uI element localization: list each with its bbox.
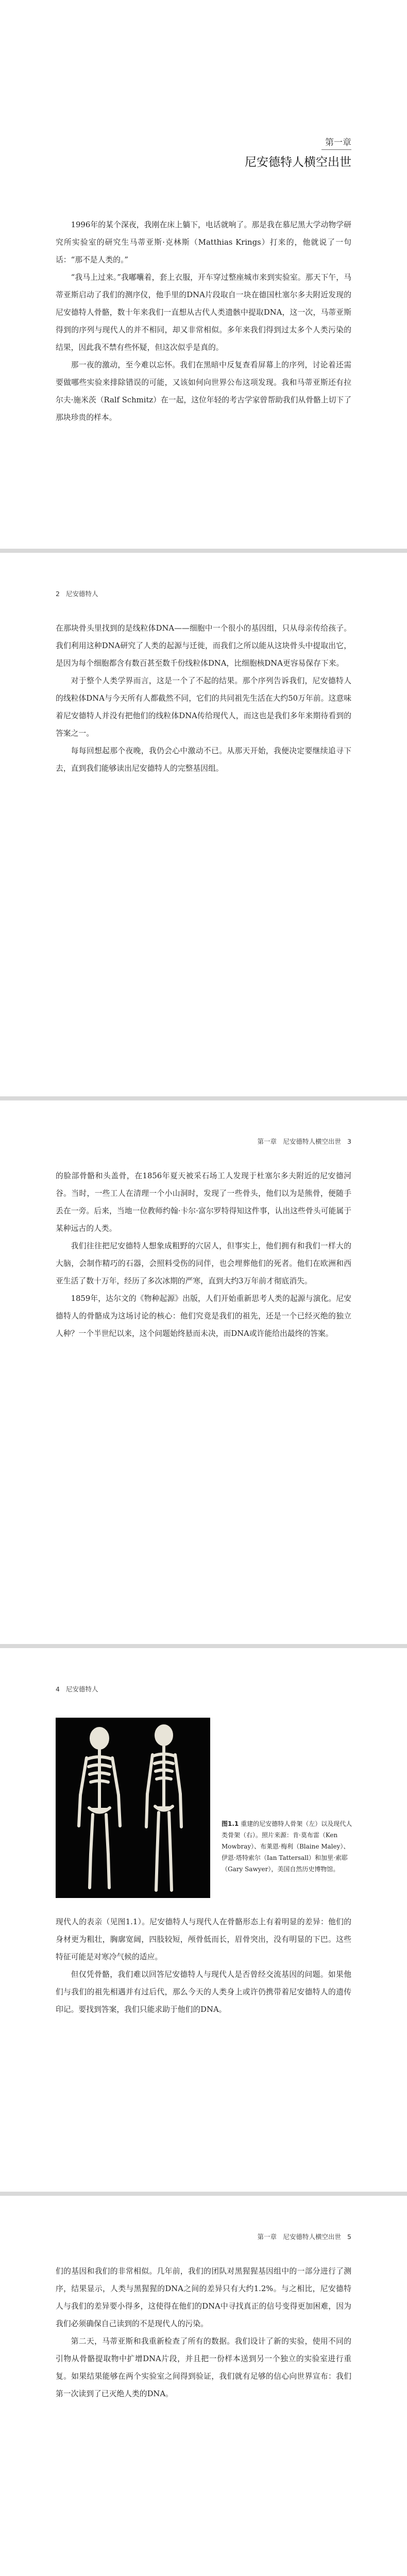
figure-number: 图1.1 <box>222 1820 239 1827</box>
page-number: 3 <box>347 1138 351 1145</box>
page-number: 2 <box>56 590 60 598</box>
skeleton-figure <box>56 1718 210 1898</box>
page-number: 5 <box>347 2233 351 2241</box>
paragraph: 那一夜的激动，至今难以忘怀。我们在黑暗中反复查看屏幕上的序列，讨论着还需要做哪些实验来排除错误的可能，又该如何向世界公布这项发现。我和马蒂亚斯还有拉尔夫·施米茨（Ralf Schmitz）在一起，这位年轻的考古学家曾帮助我们从骨骼上切下了那块珍贵的样本。 <box>56 361 351 422</box>
running-title: 尼安德特人 <box>65 1685 98 1693</box>
running-header <box>56 1137 351 1146</box>
running-header <box>56 589 351 598</box>
page-4-body <box>56 1913 351 2019</box>
running-title: 第一章 尼安德特人横空出世 <box>257 2233 342 2241</box>
page-3 <box>0 1100 407 1644</box>
page-5 <box>0 2196 407 2576</box>
chapter-label: 第一章 <box>325 138 351 148</box>
paragraph: 每每回想起那个夜晚，我仍会心中激动不已。从那天开始，我便决定要继续追寻下去，直到我们能够读出尼安德特人的完整基因组。 <box>56 747 351 773</box>
paragraph: 第二天，马蒂亚斯和我重新检查了所有的数据。我们设计了新的实验，使用不同的引物从骨骼提取物中扩增DNA片段，并且把一份样本送到另一个独立的实验室进行重复。如果结果能够在两个实验室之间得到验证，我们就有足够的信心向世界宣布：我们第一次读到了已灭绝人类的DNA。 <box>56 2337 351 2398</box>
page-2 <box>0 553 407 1096</box>
running-title: 第一章 尼安德特人横空出世 <box>257 1138 342 1145</box>
paragraph: 但仅凭骨骼，我们难以回答尼安德特人与现代人是否曾经交流基因的问题。如果他们与我们的祖先相遇并有过后代，那么今天的人类身上或许仍携带着尼安德特人的遗传印记。要找到答案，我们只能求助于他们的DNA。 <box>56 1970 351 2014</box>
paragraph: 现代人的表亲（见图1.1）。尼安德特人与现代人在骨骼形态上有着明显的差异：他们的身材更为粗壮，胸廓宽阔，四肢较短，颅骨低而长，眉骨突出，没有明显的下巴。这些特征可能是对寒冷气候的适应。 <box>56 1918 351 1961</box>
page-2-body <box>56 620 351 777</box>
page-1-body <box>56 216 351 427</box>
page-4 <box>0 1648 407 2192</box>
running-header <box>56 1684 351 1693</box>
chapter-rule <box>321 149 351 150</box>
running-header <box>56 2232 351 2241</box>
skeletons-image <box>56 1718 210 1898</box>
page-1 <box>0 0 407 549</box>
caption-text: 重建的尼安德特人骨架（左）以及现代人类骨架（右）。照片来源：肯·莫布雷（Ken Mowbray）、布莱恩·梅利（Blaine Maley）、伊恩·塔特索尔（Ian Tattersall）和加里·索耶（Gary Sawyer），美国自然历史博物馆。 <box>222 1820 352 1873</box>
paragraph: 1996年的某个深夜，我刚在床上躺下，电话就响了。那是我在慕尼黑大学动物学研究所实验室的研究生马蒂亚斯·克林斯（Matthias Krings）打来的，他就说了一句话：“那不是人类的。” <box>56 221 351 264</box>
paragraph: “我马上过来。”我嘟囔着，套上衣服，开车穿过整座城市来到实验室。那天下午，马蒂亚斯启动了我们的测序仪，他手里的DNA片段取自一块在德国杜塞尔多夫附近发现的尼安德特人骨骼，数十年来我们一直想从古代人类遗骸中提取DNA，这一次，马蒂亚斯得到的序列与现代人的并不相同，却又非常相似。多年来我们得到过太多个人类污染的结果，因此我不禁有些怀疑，但这次似乎是真的。 <box>56 273 351 352</box>
page-3-body <box>56 1167 351 1343</box>
chapter-title: 尼安德特人横空出世 <box>245 156 351 169</box>
page-5-body <box>56 2263 351 2403</box>
paragraph: 们的基因和我们的非常相似。几年前，我们的团队对黑猩猩基因组中的一部分进行了测序，结果显示，人类与黑猩猩的DNA之间的差异只有大约1.2%。与之相比，尼安德特人与我们的差异要小得多，这使得在他们的DNA中寻找真正的信号变得更加困难，因为我们必须确保自己读到的不是现代人的污染。 <box>56 2267 351 2328</box>
figure-caption <box>222 1818 353 1875</box>
paragraph: 1859年，达尔文的《物种起源》出版，人们开始重新思考人类的起源与演化。尼安德特人的骨骼成为这场讨论的核心：他们究竟是我们的祖先，还是一个已经灭绝的独立人种？一个半世纪以来，这个问题始终悬而未决，而DNA或许能给出最终的答案。 <box>56 1294 351 1338</box>
paragraph: 对于整个人类学界而言，这是一个了不起的结果。那个序列告诉我们，尼安德特人的线粒体DNA与今天所有人都截然不同，它们的共同祖先生活在大约50万年前。这意味着尼安德特人并没有把他们的线粒体DNA传给现代人，而这也是我们多年来期待看到的答案之一。 <box>56 676 351 738</box>
running-title: 尼安德特人 <box>65 590 98 598</box>
paragraph: 的脸部骨骼和头盖骨，在1856年夏天被采石场工人发现于杜塞尔多夫附近的尼安德河谷。当时，一些工人在清理一个小山洞时，发现了一些骨头，他们以为是熊骨，便随手丢在一旁。后来，当地一位教师约翰·卡尔·富尔罗特得知这件事，认出这些骨头可能属于某种远古的人类。 <box>56 1172 351 1233</box>
page-number: 4 <box>56 1685 60 1693</box>
paragraph: 我们往往把尼安德特人想象成粗野的穴居人，但事实上，他们拥有和我们一样大的大脑，会制作精巧的石器，会照料受伤的同伴，也会埋葬他们的死者。他们在欧洲和西亚生活了数十万年，经历了多次冰期的严寒，直到大约3万年前才彻底消失。 <box>56 1242 351 1285</box>
paragraph: 在那块骨头里找到的是线粒体DNA——细胞中一个很小的基因组，只从母亲传给孩子。我们利用这种DNA研究了人类的起源与迁徙，而我们之所以能从这块骨头中提取出它，是因为每个细胞都含有数百甚至数千份线粒体DNA，比细胞核DNA更容易保存下来。 <box>56 624 351 668</box>
